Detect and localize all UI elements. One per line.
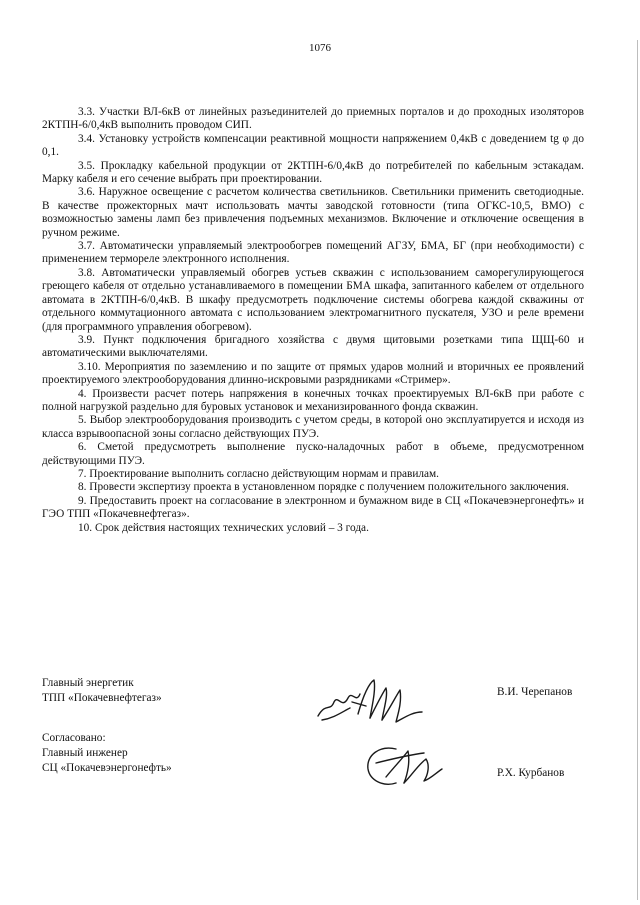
approved-label: Согласовано: — [42, 732, 106, 744]
first-signatory-name: В.И. Черепанов — [497, 686, 573, 698]
first-signatory-position: Главный энергетик — [42, 677, 134, 689]
paragraph-6: 6. Сметой предусмотреть выполнение пуско-наладочных работ в объеме, предусмотренном действующими ПУЭ. — [42, 441, 584, 467]
document-body — [42, 106, 584, 535]
second-signatory-title — [42, 731, 172, 776]
paragraph-3-8: 3.8. Автоматически управляемый обогрев устьев скважин с использованием саморегулирующегося греющего кабеля от отдельно устанавливаемого в помещении БМА шкафа, запитанного кабелем от отдельного автомата в 2КТПН-6/0,4кВ. В шкафу предусмотреть подключение системы обогрева каждой скважины от отдельного коммутационного автомата с использованием электромагнитного пускателя, УЗО и реле времени (для программного управления обогревом). — [42, 266, 584, 333]
scan-edge-line — [637, 40, 638, 900]
page-number: 1076 — [309, 42, 331, 54]
paragraph-3-10: 3.10. Мероприятия по заземлению и по защите от прямых ударов молний и вторичных ее проявлений проектируемого электрооборудования длинно-искровыми разрядниками «Стример». — [42, 360, 584, 387]
second-signatory-organization: СЦ «Покачевэнергонефть» — [42, 762, 172, 774]
paragraph-3-4: 3.4. Установку устройств компенсации реактивной мощности напряжением 0,4кВ с доведением tg φ до 0,1. — [42, 132, 584, 159]
paragraph-3-3: 3.3. Участки ВЛ-6кВ от линейных разъединителей до приемных порталов и до проходных изоляторов 2КТПН-6/0,4кВ выполнить проводом СИП. — [42, 106, 584, 132]
first-signature-image — [312, 672, 432, 732]
paragraph-10: 10. Срок действия настоящих технических условий – 3 года. — [78, 521, 369, 534]
paragraph-9: 9. Предоставить проект на согласование в электронном и бумажном виде в СЦ «Покачевэнергонефть» и ГЭО ТПП «Покачевнефтегаз». — [42, 494, 584, 521]
paragraph-3-6: 3.6. Наружное освещение с расчетом количества светильников. Светильники применить светодиодные. В качестве прожекторных мачт использовать мачты заводской готовности (типа ОГКС-10,5, ВМО) с возможностью замены ламп без привлечения подъемных механизмов. Включение и отключение освещения в ручном режиме. — [42, 186, 584, 239]
second-signature-image — [356, 735, 446, 795]
first-signatory-organization: ТПП «Покачевнефтегаз» — [42, 692, 162, 704]
first-signatory-title — [42, 676, 162, 706]
paragraph-4: 4. Произвести расчет потерь напряжения в конечных точках проектируемых ВЛ-6кВ при работе с полной нагрузкой раздельно для буровых установок и механизированного фонда скважин. — [42, 387, 584, 413]
paragraph-5: 5. Выбор электрооборудования производить с учетом среды, в которой оно эксплуатируется и исходя из класса взрывоопасной зоны согласно действующих ПУЭ. — [42, 414, 584, 440]
paragraph-8: 8. Провести экспертизу проекта в установленном порядке с получением положительного заключения. — [78, 481, 569, 494]
second-signatory-position: Главный инженер — [42, 747, 128, 759]
paragraph-7: 7. Проектирование выполнить согласно действующим нормам и правилам. — [78, 467, 439, 480]
paragraph-3-5: 3.5. Прокладку кабельной продукции от 2КТПН-6/0,4кВ до потребителей по кабельным эстакадам. Марку кабеля и его сечение выбрать при проектировании. — [42, 159, 584, 186]
paragraph-3-9: 3.9. Пункт подключения бригадного хозяйства с двумя щитовыми розетками типа ЩЩ-60 и автоматическими выключателями. — [42, 333, 584, 360]
paragraph-3-7: 3.7. Автоматически управляемый электрообогрев помещений АГЗУ, БМА, БГ (при необходимости) с применением термореле электронного исполнения. — [42, 240, 584, 266]
second-signatory-name: Р.Х. Курбанов — [497, 767, 565, 779]
